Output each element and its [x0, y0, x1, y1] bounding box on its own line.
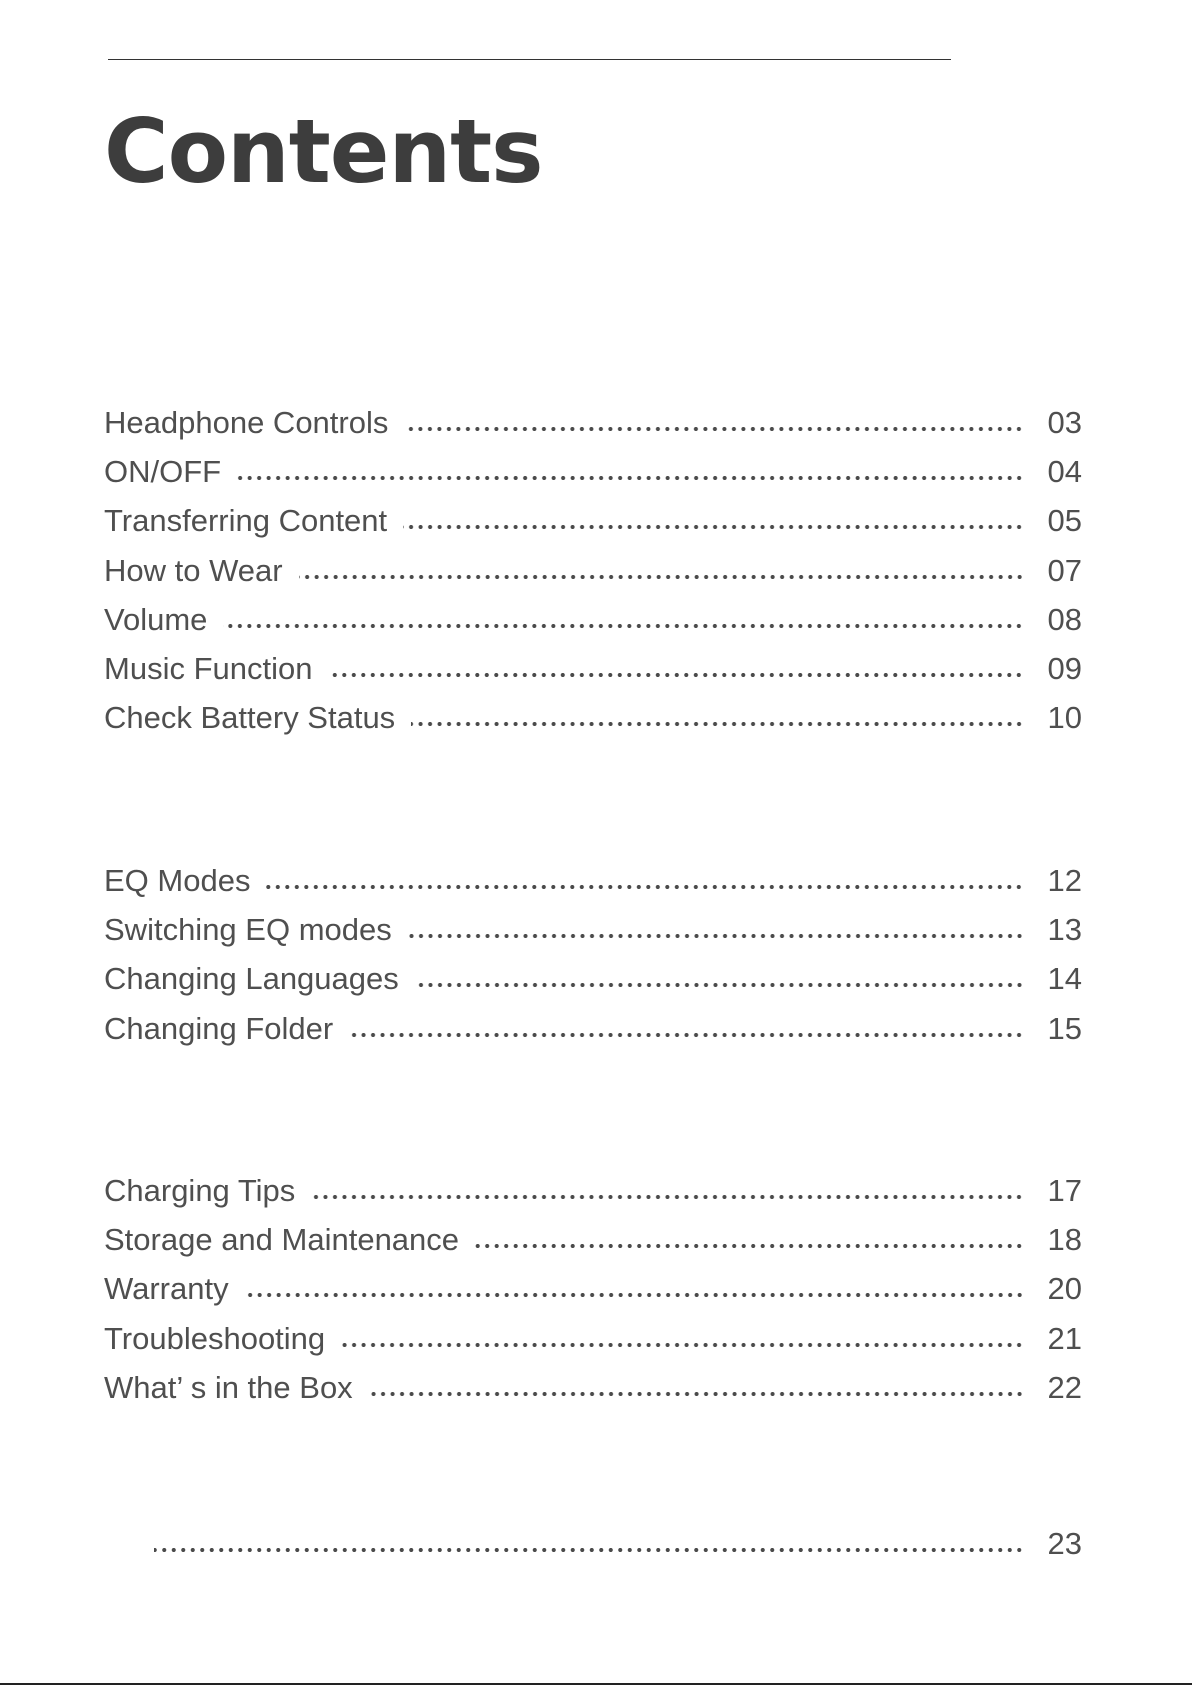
toc-entry-label: Switching EQ modes	[104, 912, 392, 948]
toc-section-4	[144, 1526, 1082, 1575]
toc-entry[interactable]	[104, 1370, 1082, 1419]
toc-entry[interactable]	[104, 912, 1082, 961]
toc-entry-page: 09	[1047, 650, 1082, 686]
toc-entry[interactable]	[104, 454, 1082, 503]
toc-entry-label: EQ Modes	[104, 863, 251, 898]
toc-entry-page: 20	[1047, 1271, 1082, 1307]
toc-entry-page: 21	[1047, 1320, 1082, 1356]
toc-entry-label: What’ s in the Box	[104, 1369, 353, 1405]
toc-entry-page: 08	[1047, 601, 1082, 637]
dot-leader	[349, 1033, 1024, 1037]
dot-leader	[403, 525, 1024, 529]
toc-entry-label: Storage and Maintenance	[104, 1222, 460, 1258]
toc-entry[interactable]	[104, 1321, 1082, 1370]
header-rule	[108, 59, 951, 60]
toc-entry-label: ON/OFF	[104, 454, 222, 490]
toc-entry[interactable]	[104, 1222, 1082, 1271]
page-title: Contents	[104, 100, 543, 203]
toc-entry-page: 23	[1047, 1526, 1082, 1561]
toc-section-1	[104, 405, 1082, 749]
toc-entry[interactable]	[104, 1011, 1082, 1060]
toc-entry-page: 22	[1047, 1369, 1082, 1405]
toc-entry[interactable]	[104, 553, 1082, 602]
toc-entry-page: 13	[1047, 912, 1082, 948]
dot-leader	[237, 476, 1024, 480]
dot-leader	[245, 1293, 1024, 1297]
toc-entry-label: Volume	[104, 601, 208, 637]
toc-entry-page: 04	[1047, 454, 1082, 490]
dot-leader	[408, 934, 1024, 938]
toc-entry-label: Charging Tips	[104, 1173, 296, 1208]
toc-entry-label: How to Wear	[104, 552, 283, 588]
toc-entry-page: 14	[1047, 961, 1082, 997]
dot-leader	[369, 1392, 1024, 1396]
toc-entry-label: Transferring Content	[104, 503, 388, 539]
toc-entry-page: 17	[1047, 1173, 1082, 1208]
toc-entry-label: Music Function	[104, 650, 313, 686]
dot-leader	[266, 885, 1024, 889]
toc-section-2	[104, 863, 1082, 1060]
toc-entry[interactable]	[104, 700, 1082, 749]
dot-leader	[411, 722, 1024, 726]
toc-entry-label: Troubleshooting	[104, 1320, 326, 1356]
toc-entry[interactable]	[104, 602, 1082, 651]
toc-entry[interactable]	[144, 1526, 1082, 1575]
dot-leader	[404, 427, 1024, 431]
dot-leader	[415, 983, 1024, 987]
toc-entry[interactable]	[104, 405, 1082, 454]
toc-entry[interactable]	[104, 651, 1082, 700]
toc-entry-page: 10	[1047, 700, 1082, 736]
toc-entry-page: 03	[1047, 405, 1082, 440]
toc-entry-label: Changing Folder	[104, 1010, 334, 1046]
dot-leader	[154, 1548, 1024, 1552]
dot-leader	[328, 673, 1024, 677]
dot-leader	[341, 1343, 1024, 1347]
toc-entry-page: 18	[1047, 1222, 1082, 1258]
toc-entry-label: Headphone Controls	[104, 405, 389, 440]
toc-entry-label: Warranty	[104, 1271, 229, 1307]
toc-entry-label: Changing Languages	[104, 961, 399, 997]
toc-entry[interactable]	[104, 1271, 1082, 1320]
toc-section-3	[104, 1173, 1082, 1419]
toc-entry-page: 05	[1047, 503, 1082, 539]
toc-entry[interactable]	[104, 863, 1082, 912]
toc-entry-page: 15	[1047, 1010, 1082, 1046]
dot-leader	[475, 1244, 1024, 1248]
toc-entry-page: 12	[1047, 863, 1082, 898]
toc-entry-page: 07	[1047, 552, 1082, 588]
dot-leader	[299, 575, 1024, 579]
toc-entry-label: Check Battery Status	[104, 700, 396, 736]
toc-entry[interactable]	[104, 503, 1082, 552]
toc-entry[interactable]	[104, 961, 1082, 1010]
dot-leader	[311, 1195, 1024, 1199]
dot-leader	[223, 624, 1024, 628]
toc-entry[interactable]	[104, 1173, 1082, 1222]
